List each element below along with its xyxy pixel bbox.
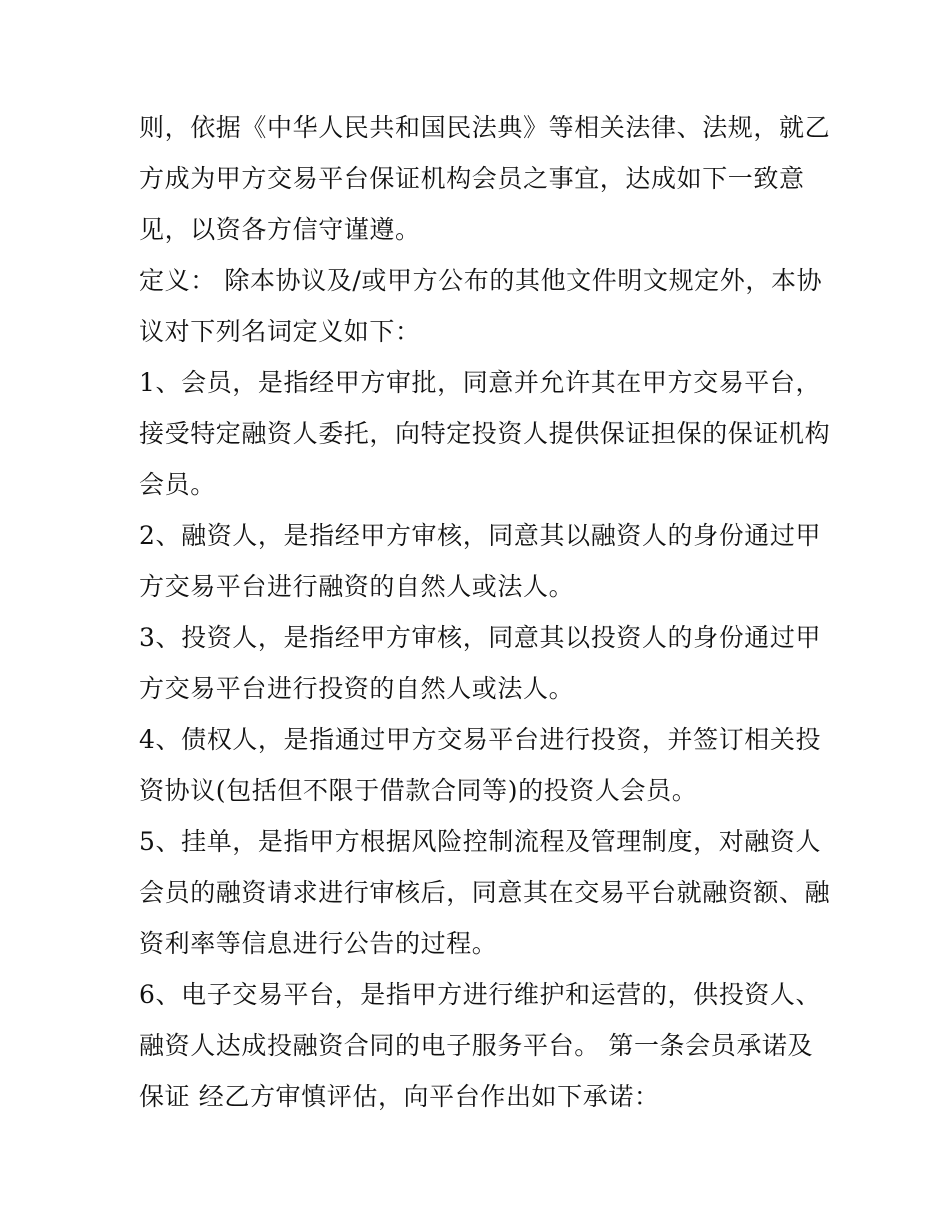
text-line: 方交易平台进行融资的自然人或法人。: [139, 572, 575, 601]
text-line: 4、债权人，是指通过甲方交易平台进行投资，并签订相关投: [139, 725, 822, 754]
text-line: 议对下列名词定义如下：: [139, 317, 421, 346]
text-line: 2、融资人，是指经甲方审核，同意其以融资人的身份通过甲: [139, 521, 822, 550]
text-line: 融资人达成投融资合同的电子服务平台。 第一条会员承诺及: [139, 1031, 814, 1060]
text-line: 则，依据《中华人民共和国民法典》等相关法律、法规，就乙: [139, 113, 831, 142]
document-body: [139, 102, 829, 1122]
text-line: 方成为甲方交易平台保证机构会员之事宜，达成如下一致意: [139, 164, 805, 193]
text-line: 方交易平台进行投资的自然人或法人。: [139, 674, 575, 703]
text-line: 保证 经乙方审慎评估，向平台作出如下承诺：: [139, 1082, 660, 1111]
text-line: 3、投资人，是指经甲方审核，同意其以投资人的身份通过甲: [139, 623, 822, 652]
text-line: 接受特定融资人委托，向特定投资人提供保证担保的保证机构: [139, 419, 831, 448]
text-line: 资协议(包括但不限于借款合同等)的投资人会员。: [139, 776, 698, 805]
text-line: 1、会员，是指经甲方审批，同意并允许其在甲方交易平台，: [139, 368, 822, 397]
text-line: 5、挂单，是指甲方根据风险控制流程及管理制度，对融资人: [139, 827, 822, 856]
text-line: 会员。: [139, 470, 216, 499]
text-line: 见，以资各方信守谨遵。: [139, 215, 421, 244]
text-line: 定义： 除本协议及/或甲方公布的其他文件明文规定外，本协: [139, 266, 823, 295]
text-line: 资利率等信息进行公告的过程。: [139, 929, 498, 958]
text-line: 6、电子交易平台，是指甲方进行维护和运营的，供投资人、: [139, 980, 822, 1009]
text-line: 会员的融资请求进行审核后，同意其在交易平台就融资额、融: [139, 878, 831, 907]
